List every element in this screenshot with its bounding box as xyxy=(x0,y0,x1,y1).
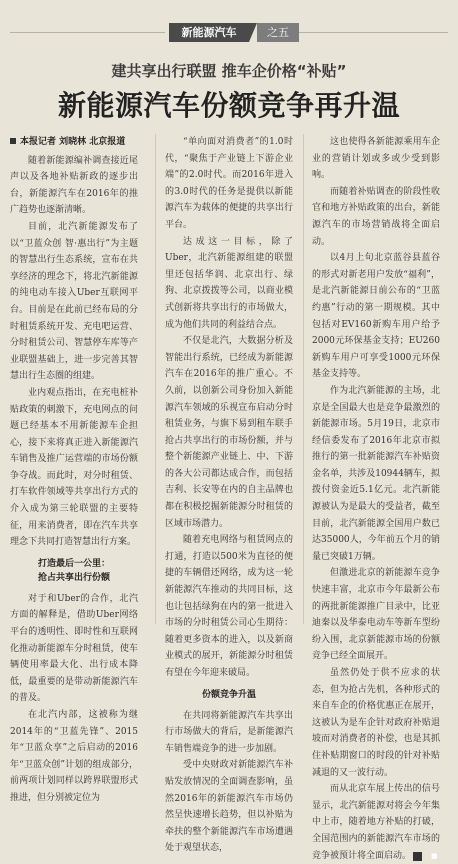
paragraph: 达成这一目标，除了Uber，北汽新能源组建的联盟里还包括华润、北京出行、绿狗、北京拨拨等公司，以商业模式创新将共享出行的市场做大，成为他们共同的利益结合点。 xyxy=(165,236,293,330)
banner-separator xyxy=(249,23,257,42)
paragraph: “单向面对消费者”的1.0时代，“聚焦于产业链上下游企业端”的2.0时代。而2016年进入的3.0时代的任务是提供以新能源汽车为载体的便捷的共享出行平台。 xyxy=(165,137,293,230)
paragraph: 不仅是北汽，大数据分析及智能出行系统，已经成为新能源汽车在2016年的推广重心。不久前，以创新公司身份加入新能源汽车领域的乐视宣布启动分时租赁业务，与旗下易到租车联手抢占共享出行的市场份额，并与整个新能源产业链上、中、下游的各大公司都达成合作，而包括吉利、长安等在内的自主品牌也都在积极挖掘新能源分时租赁的区域市场潜力。 xyxy=(165,336,293,529)
article-title: 新能源汽车份额竞争再升温 xyxy=(57,89,400,122)
subheading-line: 份额竞争升温 xyxy=(201,689,256,700)
header-rule-right xyxy=(285,32,448,33)
paragraph: 受中央财政对新能源汽车补贴发放情况的全面调查影响，虽然2016年的新能源汽车市场仍然呈快速增长趋势，但以补贴为牵扶的整个新能源汽车市场遭遇处于观望状态， xyxy=(165,760,293,854)
paragraph: 随着新能源编补调查接近尾声以及各地补贴新政的逐步出台，新能源汽车在2016年的推广趋势也逐渐清晰。 xyxy=(10,155,138,216)
paragraph: 而随着补贴调查的阶段性收官和地方补贴政策的出台，新能源汽车的市场营销战将全面启动。 xyxy=(312,186,440,247)
paragraph: 目前，北汽新能源发布了以“卫蓝众创 智·惠出行”为主题的智慧出行生态系统，宣布在共享经济的理念下，将北汽新能源的纯电动车接入Uber互联网平台。目前是在此前已经布局的分时租赁系统开发、充电吧运营、分时租赁公司、智慧停车库等产业联盟基础上，进一步完善其智慧出行生态圈的组建。 xyxy=(10,221,138,382)
byline xyxy=(10,134,138,151)
section-subheading xyxy=(10,557,138,585)
section-series: 之五 xyxy=(257,23,299,42)
subheading-line: 抢占共享出行份额 xyxy=(37,572,110,583)
section-banner xyxy=(169,23,299,42)
paragraph: 但激进北京的新能源车竞争快速丰富，北京市今年最新公布的两批新能源推广目录中，比亚迪秦以及华泰电动车等新车型纷纷入围，北京新能源市场的份额竞争已经全面展开。 xyxy=(312,568,440,662)
paragraph-text: 而从北京车展上传出的信号显示，北汽新能源对将会今年集中上市，随着地方补贴的打破，全国范围内的新能源汽车市场的竞争被预计将全面启动。 xyxy=(312,784,440,861)
byline-text: 本报记者 刘晓林 北京报道 xyxy=(20,137,126,147)
paragraph: 随着充电网络与租赁网点的打通，打造以500米为直径的便捷的车辆借还网络，成为这一轮新能源汽车推动的共同目标，这也让包括绿狗在内的第一批进入市场的分时租赁公司心生期待：随着更多资本的进入，以及新商业模式的展开，新能源分时租赁有望在今年迎来破局。 xyxy=(165,535,293,678)
section-subheading xyxy=(165,688,293,702)
article-subtitle: 建共享出行联盟 推车企价格“补贴” xyxy=(111,62,347,80)
section-label: 新能源汽车 xyxy=(169,23,249,42)
column-divider xyxy=(303,134,304,624)
article-column-1 xyxy=(10,134,138,803)
subheading-line: 打造最后一公里： xyxy=(37,558,110,569)
paragraph: 以4月上旬北京蓝谷县蓝谷的形式对新老用户发放“福利”，是北汽新能源日前公布的“卫蓝约惠”行动的第一期规模。其中包括对EV160新购车用户给予2000元环保基金支持；EU260新购车用户可享受1000元环保基金支持等。 xyxy=(312,253,440,380)
paragraph: 对于和Uber的合作，北汽方面的解释是，借助Uber网络平台的透明性、即时性和互联网化推动新能源车分时租赁，使车辆使用率最大化、出行成本降低，最重要的是带动新能源汽车的普及。 xyxy=(10,593,138,704)
article-end-icon: ■ xyxy=(413,852,422,861)
header-rule-left xyxy=(10,32,165,33)
paragraph: 业内观点指出，在充电桩补贴政策的刺激下，充电网点的问题已经基本不用新能源车企担心，接下来将真正进入新能源汽车销售及推广运营端的市场份额争夺战。而此时，对分时租赁、打车软件领域等共享出行方式的介入成为第三轮联盟的主要特征，用来消费者，即在汽车共享理念下共同打造智慧出行方案。 xyxy=(10,387,138,548)
paragraph: 这也使得各新能源乘用车企业的营销计划或多或少受到影响。 xyxy=(312,137,440,181)
paragraph-last xyxy=(312,781,440,864)
paragraph: 作为北汽新能源的主场，北京是全国最大也是竞争最激烈的新能源市场。5月19日，北京市经信委发布了2016年北京市拟推行的第一批新能源汽车补贴资金名单，共涉及10944辆车，拟拨付资金近5.1亿元。北汽新能源被认为是最大的受益者，截至目前，北汽新能源全国用户数已达35000人，今年前五个月的销量已突破1万辆。 xyxy=(312,385,440,562)
column-divider xyxy=(155,134,156,624)
paragraph: 在北汽内部，这被称为继2014年的“卫蓝先锋”、2015年“卫蓝众享”之后启动的2016年“卫蓝众创”计划的组成部分，前两项计划同样以跨界联盟形式推进，但分别被定位为 xyxy=(10,710,138,803)
byline-bullet-icon xyxy=(10,138,16,144)
article-column-2 xyxy=(165,134,293,854)
article-column-3 xyxy=(312,134,440,861)
paragraph: 虽然仍处于供不应求的状态，但为抢占先机，各种形式的来自车企的价格优惠正在展开，这被认为是车企针对政府补贴退坡而对消费者的补偿，也是其抓住补贴期窗口的时段的针对补贴减退的又一波行动。 xyxy=(312,668,440,778)
paragraph: 在共同将新能源汽车共享出行市场做大的背后，是新能源汽车销售端竞争的进一步加剧。 xyxy=(165,710,293,754)
